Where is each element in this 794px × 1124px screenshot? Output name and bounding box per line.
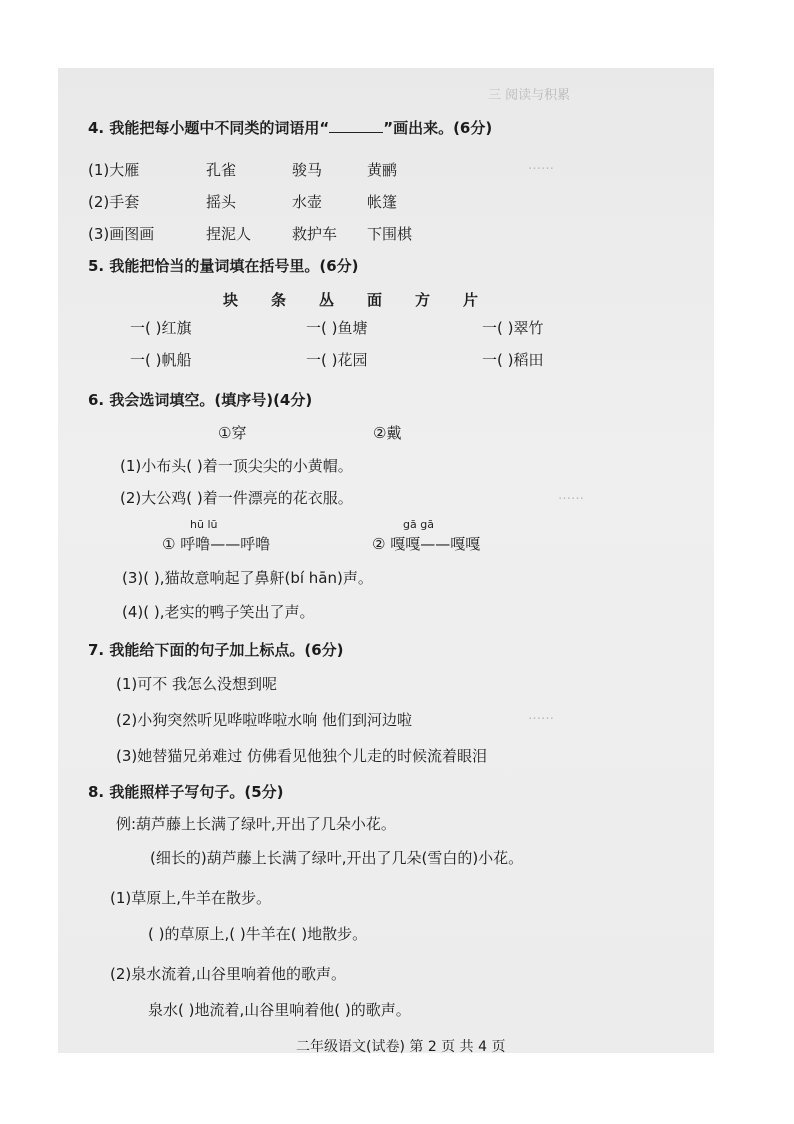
exam-page (58, 68, 714, 1053)
q6-sentence-4: (4)( ),老实的鸭子笑出了声。 (122, 603, 315, 621)
q6-sentence-1: (1)小布头( )着一顶尖尖的小黄帽。 (120, 457, 353, 475)
q7-sentence-2: (2)小狗突然听见哗啦哗啦水响 他们到河边啦 (116, 711, 413, 729)
pinyin-hulu: hū lū (190, 518, 218, 531)
q5-title: 5. 我能把恰当的量词填在括号里。(6分) (88, 257, 359, 275)
q8-sentence-1: (1)草原上,牛羊在散步。 (110, 889, 272, 907)
q4-row-1: (1)大雁 孔雀 骏马 黄鹂 (88, 161, 398, 179)
q7-sentence-1: (1)可不 我怎么没想到呢 (116, 675, 278, 693)
q8-sentence-2: (2)泉水流着,山谷里响着他的歌声。 (110, 965, 347, 983)
q8-answer-2: 泉水( )地流着,山谷里响着他( )的歌声。 (148, 1001, 411, 1019)
q5-row-1: 一( )红旗 一( )鱼塘 一( )翠竹 (130, 319, 544, 337)
q4-row-2: (2)手套 摇头 水壶 帐篷 (88, 193, 398, 211)
q8-example-2: (细长的)葫芦藤上长满了绿叶,开出了几朵(雪白的)小花。 (150, 849, 524, 867)
q6-sentence-3: (3)( ),猫故意响起了鼻鼾(bí hān)声。 (122, 569, 373, 587)
pinyin-gaga: gā gā (403, 518, 434, 531)
bleed-text: …… (528, 158, 554, 173)
q6-title: 6. 我会选词填空。(填序号)(4分) (88, 391, 313, 409)
bleed-text: …… (558, 488, 584, 503)
q6-sentence-2: (2)大公鸡( )着一件漂亮的花衣服。 (120, 489, 353, 507)
bleed-text: …… (528, 708, 554, 723)
q7-sentence-3: (3)她替猫兄弟难过 仿佛看见他独个儿走的时候流着眼泪 (116, 747, 488, 765)
q6-options-2: ① 呼噜——呼噜 ② 嘎嘎——嘎嘎 (162, 535, 481, 553)
q5-word-bank: 块 条 丛 面 方 片 (223, 291, 479, 309)
q8-title: 8. 我能照样子写句子。(5分) (88, 783, 284, 801)
page-footer: 二年级语文(试卷) 第 2 页 共 4 页 (296, 1039, 506, 1053)
q4-title: 4. 我能把每小题中不同类的词语用“ ”画出来。(6分) (88, 119, 493, 137)
q4-row-3: (3)画图画 捏泥人 救护车 下围棋 (88, 225, 413, 243)
q6-options: ①穿 ②戴 (218, 424, 402, 442)
q5-row-2: 一( )帆船 一( )花园 一( )稻田 (130, 351, 544, 369)
q7-title: 7. 我能给下面的句子加上标点。(6分) (88, 641, 344, 659)
q8-example: 例:葫芦藤上长满了绿叶,开出了几朵小花。 (116, 815, 396, 833)
underline-mark (329, 118, 383, 133)
q8-answer-1: ( )的草原上,( )牛羊在( )地散步。 (148, 925, 368, 943)
bleed-text: 三 阅读与积累 (488, 88, 571, 103)
